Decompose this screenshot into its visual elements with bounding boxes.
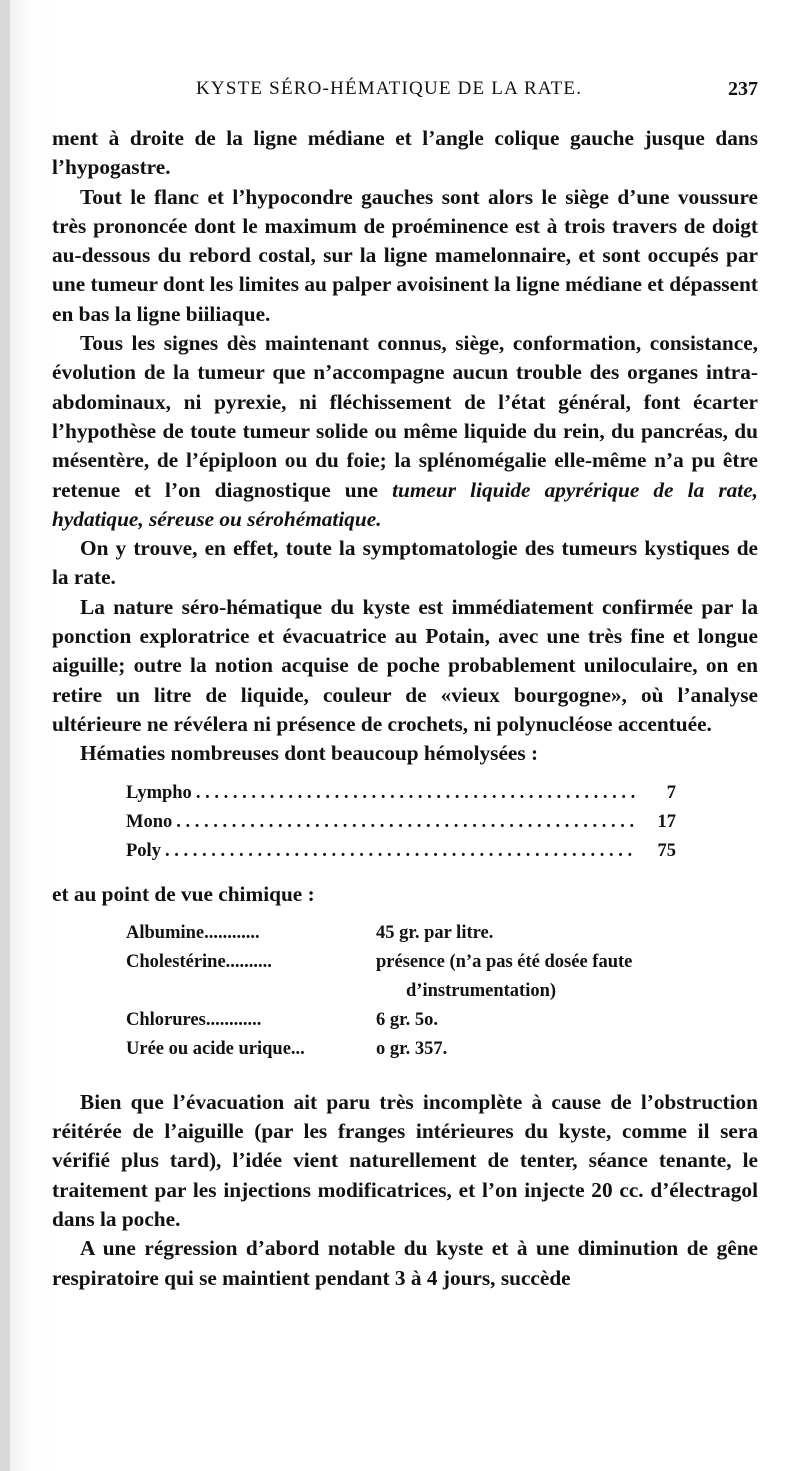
paragraph-continuation: ment à droite de la ligne médiane et l’angle colique gauche jusque dans l’hypogastre.	[52, 126, 758, 180]
paragraph-symptoms: On y trouve, en effet, toute la symptomatologie des tumeurs kystiques de la rate.	[52, 536, 758, 590]
leader-dots	[165, 837, 636, 866]
chemistry-table	[126, 919, 726, 1064]
paragraph-diagnosis	[52, 329, 758, 534]
leader-dots	[176, 808, 636, 837]
hematology-label: Mono	[126, 811, 173, 832]
chemistry-value: o gr. 357.	[376, 1038, 448, 1059]
hematology-row	[126, 837, 676, 866]
paragraph-swelling: Tout le flanc et l’hypocondre gauches sont alors le siège d’une voussure très prononcée dont le maximum de proéminence est à trois travers de doigt au-dessous du rebord costal, sur la ligne mamelonnaire, et sont occupés par une tumeur dont les limites au palper avoisinent la ligne médiane et dépassent en bas la ligne biiliaque.	[52, 184, 758, 326]
chemistry-value: présence (n’a pas été dosée faute	[376, 951, 633, 972]
chemistry-row	[126, 948, 726, 977]
page-header	[196, 78, 758, 106]
chemistry-label: Urée ou acide urique...	[126, 1038, 305, 1059]
diagnosis-text: Tous les signes dès maintenant connus, siège, conformation, consistance, évolution de la tumeur que n’accompagne aucun trouble des organes intra-abdominaux, ni pyrexie, ni fléchissement de l’état général, font écarter l’hypothèse de toute tumeur solide ou même liquide du rein, du pancréas, du mésentère, de l’épiploon ou du foie; la splénomégalie elle-même n’a pu être retenue et l’on diagnostique une	[52, 331, 758, 502]
chemistry-label: Chlorures............	[126, 1009, 262, 1030]
paragraph-hematies: Hématies nombreuses dont beaucoup hémolysées :	[80, 741, 539, 766]
hematology-row	[126, 808, 676, 837]
chemistry-value-continuation: d’instrumentation)	[406, 980, 557, 1001]
page-number: 237	[728, 78, 758, 100]
diagnosis-emphasis: tumeur liquide apyrérique de la rate, hydatique, séreuse ou sérohématique.	[52, 477, 758, 531]
hematology-value: 75	[657, 840, 676, 861]
chemistry-value: 45 gr. par litre.	[376, 922, 494, 943]
chemistry-label: Albumine............	[126, 922, 260, 943]
chemistry-row	[126, 1035, 726, 1064]
hematology-label: Poly	[126, 840, 161, 861]
chemistry-intro: et au point de vue chimique :	[52, 881, 315, 906]
chemistry-row	[126, 1006, 726, 1035]
chemistry-row	[126, 919, 726, 948]
chemistry-value: 6 gr. 5o.	[376, 1009, 439, 1030]
hematology-label: Lympho	[126, 782, 192, 803]
running-title: KYSTE SÉRO-HÉMATIQUE DE LA RATE.	[196, 78, 583, 99]
hematology-row	[126, 779, 676, 808]
paragraph-puncture: La nature séro-hématique du kyste est immédiatement confirmée par la ponction exploratrice et évacuatrice au Potain, avec une très fine et longue aiguille; outre la notion acquise de poche probablement uniloculaire, on en retire un litre de liquide, couleur de «vieux bourgogne», où l’analyse ultérieure ne révélera ni présence de crochets, ni polynucléose accentuée.	[52, 594, 758, 736]
leader-dots	[196, 779, 636, 808]
paragraph-regression: A une régression d’abord notable du kyste et à une diminution de gêne respiratoire qui se maintient pendant 3 à 4 jours, succède	[52, 1236, 758, 1290]
chemistry-label: Cholestérine..........	[126, 951, 272, 972]
hematology-table	[126, 779, 676, 866]
paragraph-evacuation: Bien que l’évacuation ait paru très incomplète à cause de l’obstruction réitérée de l’aiguille (par les franges intérieures du kyste, comme il sera vérifié plus tard), l’idée vient naturellement de tenter, séance tenante, le traitement par les injections modificatrices, et l’on injecte 20 cc. d’électragol dans la poche.	[52, 1089, 758, 1232]
page-body	[52, 124, 758, 1293]
hematology-value: 17	[657, 811, 676, 832]
hematology-value: 7	[666, 782, 676, 803]
